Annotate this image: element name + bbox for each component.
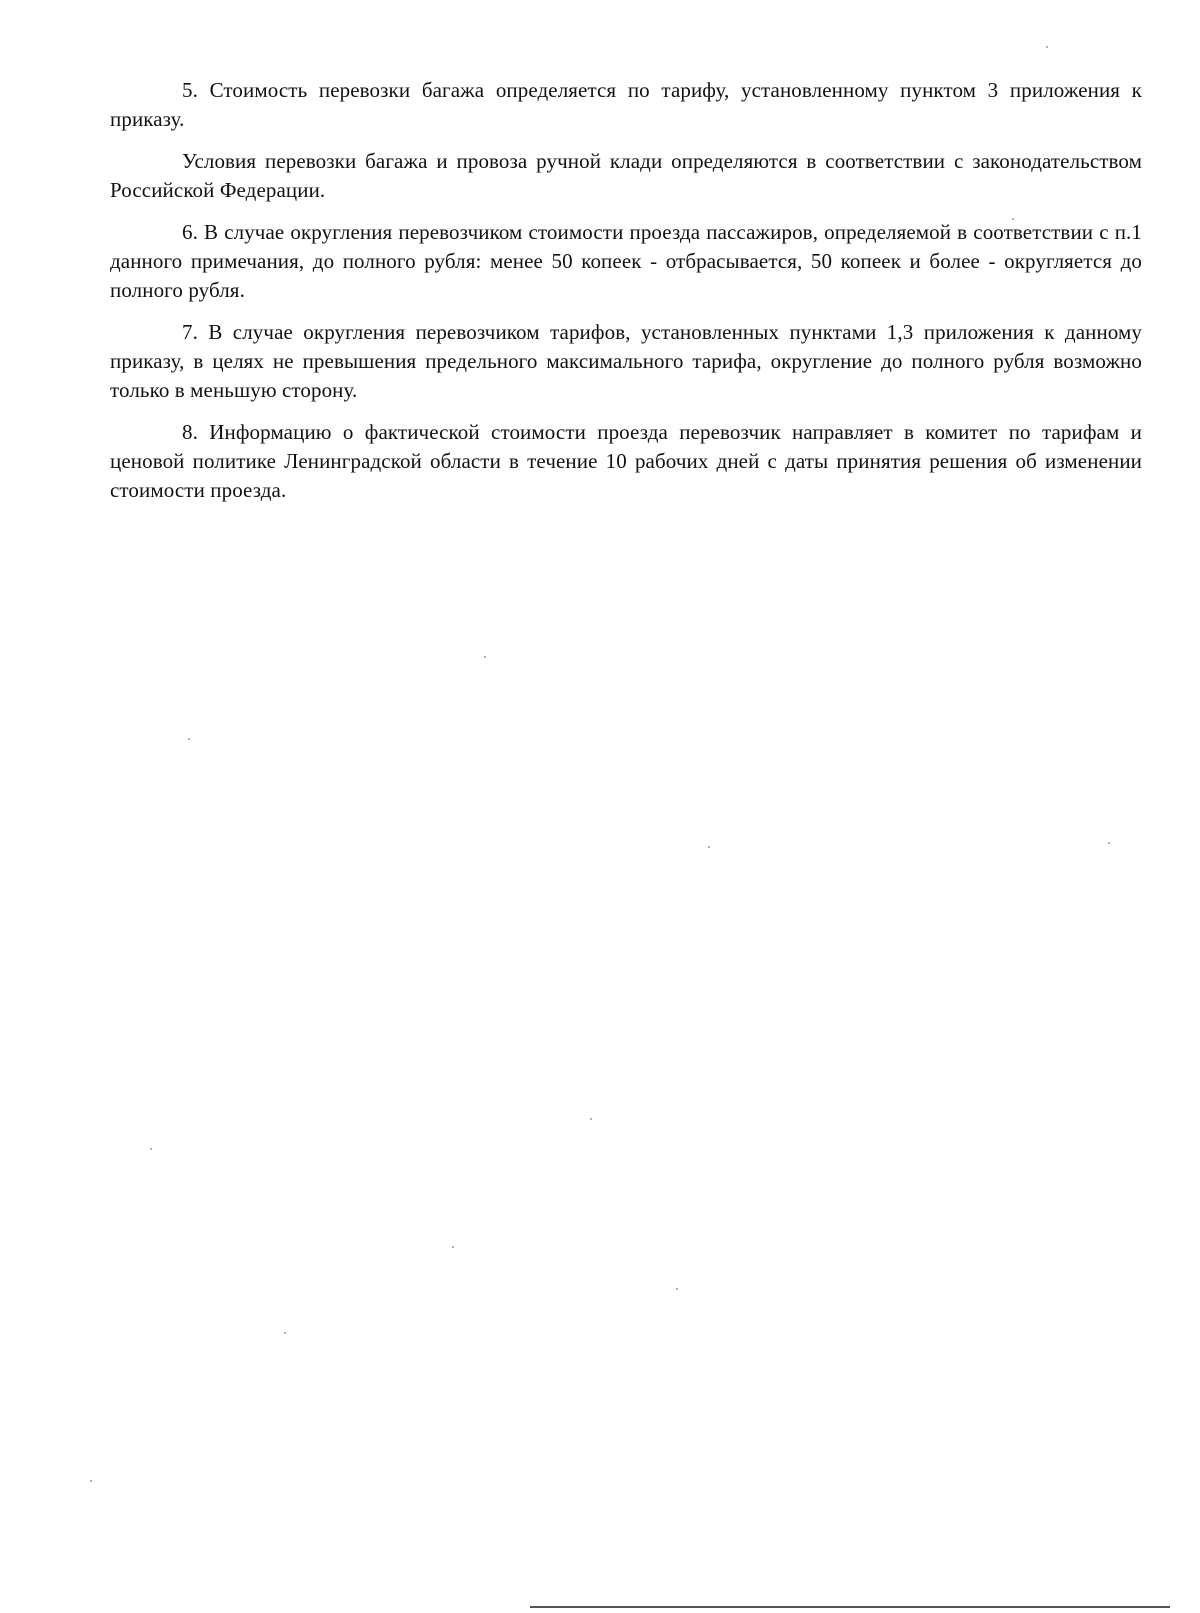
scan-speck	[1046, 46, 1048, 48]
scan-speck	[188, 738, 190, 740]
paragraph-8-fare-information: 8. Информацию о фактической стоимости проезда перевозчик направляет в комитет по тарифам и ценовой политике Ленинградской области в течение 10 рабочих дней с даты принятия решения об изменении стоимости проезда.	[110, 420, 1142, 502]
scan-speck	[1108, 842, 1110, 844]
scan-speck	[150, 1148, 152, 1150]
scan-speck	[708, 846, 710, 848]
paragraph-6-fare-rounding: 6. В случае округления перевозчиком стоимости проезда пассажиров, определяемой в соответствии с п.1 данного примечания, до полного рубля: менее 50 копеек - отбрасывается, 50 копеек и более - округляется до полного рубля.	[110, 220, 1142, 302]
paragraph-5-baggage-cost: 5. Стоимость перевозки багажа определяется по тарифу, установленному пунктом 3 приложения к приказу.	[110, 78, 1142, 131]
scan-speck	[452, 1246, 454, 1248]
scan-speck	[676, 1288, 678, 1290]
scan-speck	[590, 1118, 592, 1120]
scan-speck	[1012, 218, 1014, 220]
document-body	[110, 76, 1142, 518]
scan-speck	[484, 656, 486, 658]
scan-speck	[284, 1332, 286, 1334]
scan-speck	[90, 1480, 92, 1482]
scan-edge-line	[530, 1606, 1170, 1608]
paragraph-baggage-conditions: Условия перевозки багажа и провоза ручной клади определяются в соответствии с законодательством Российской Федерации.	[110, 149, 1142, 202]
paragraph-7-tariff-rounding: 7. В случае округления перевозчиком тарифов, установленных пунктами 1,3 приложения к данному приказу, в целях не превышения предельного максимального тарифа, округление до полного рубля возможно только в меньшую сторону.	[110, 320, 1142, 402]
